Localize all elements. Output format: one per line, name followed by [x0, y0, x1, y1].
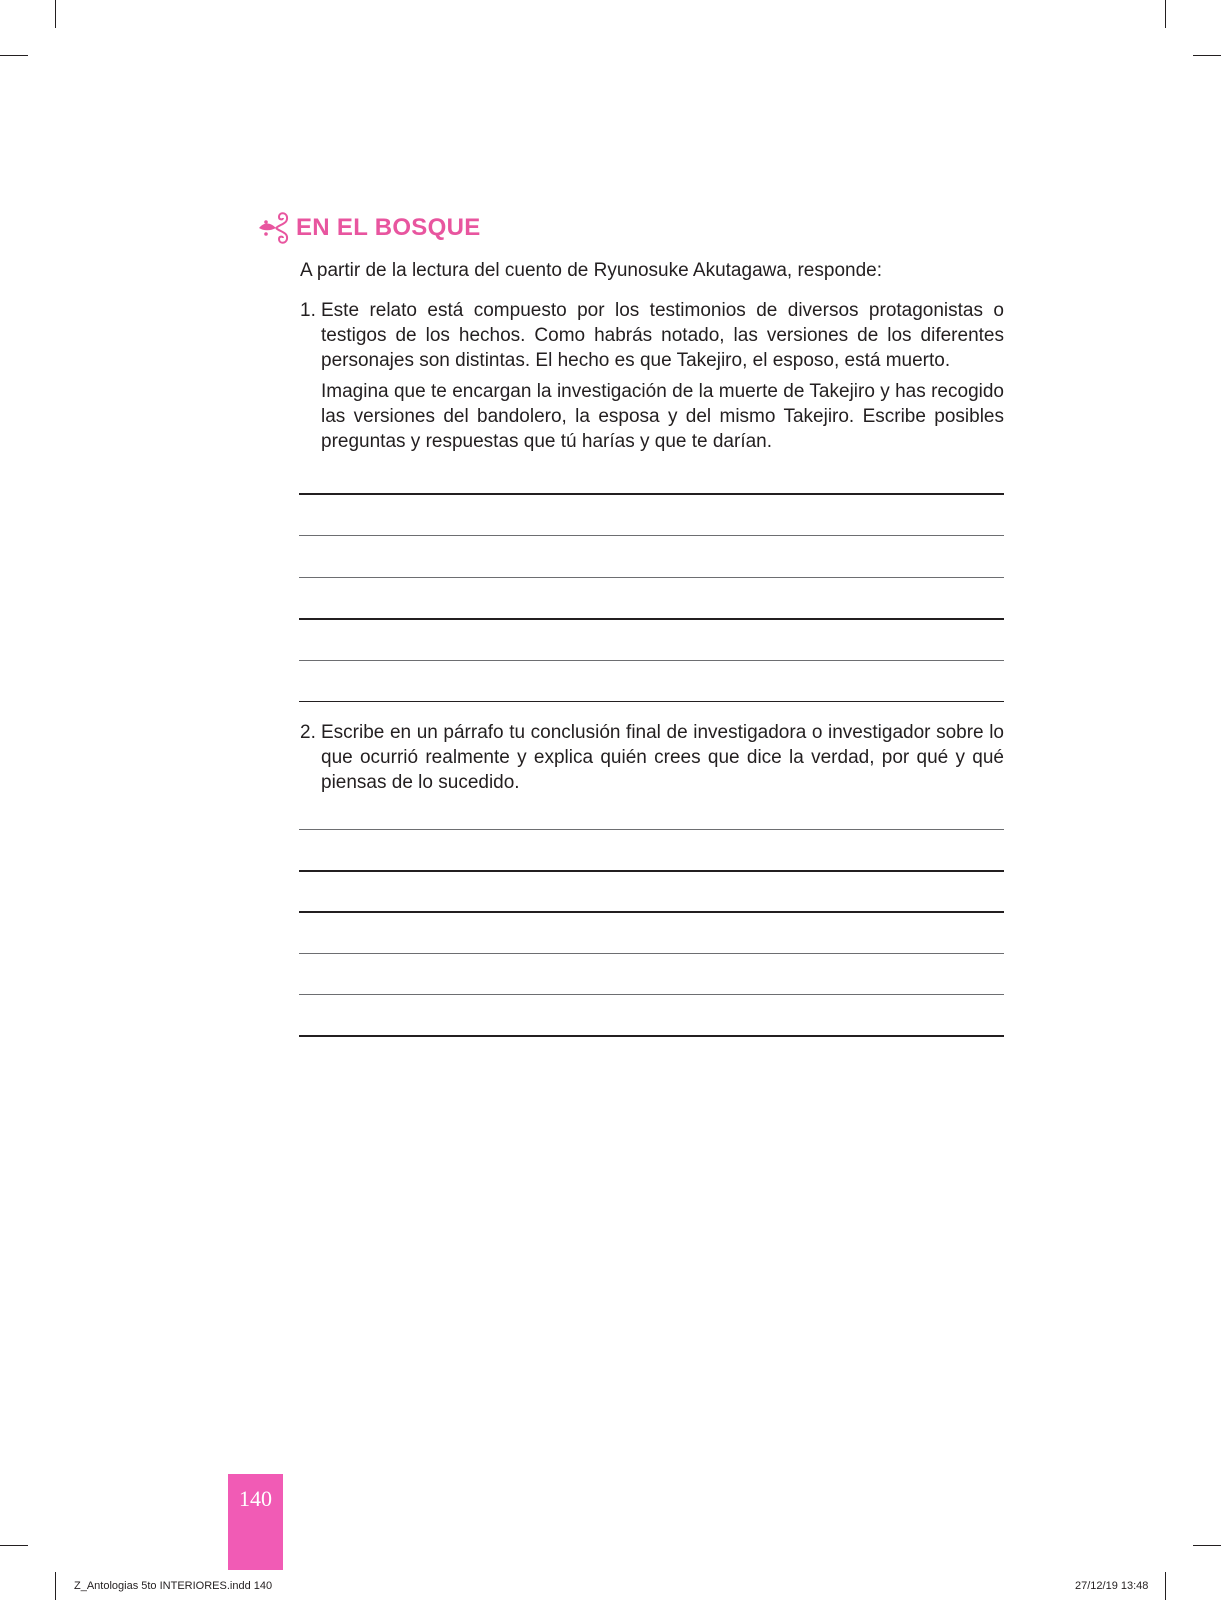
- section-header: [258, 210, 481, 246]
- crop-mark: [1193, 1545, 1221, 1546]
- answer-line[interactable]: [299, 911, 1004, 913]
- crop-mark: [0, 1545, 28, 1546]
- question-1: [300, 298, 1004, 454]
- page-number: 140: [239, 1486, 272, 1511]
- answer-line[interactable]: [299, 493, 1004, 495]
- question-number: 2.: [300, 722, 316, 743]
- instructions: A partir de la lectura del cuento de Ryunosuke Akutagawa, responde:: [300, 260, 882, 281]
- date-slug: 27/12/19 13:48: [1075, 1580, 1149, 1592]
- page-number-tab: [228, 1474, 283, 1570]
- question-2: [300, 720, 1004, 795]
- answer-line[interactable]: [299, 701, 1004, 702]
- crop-mark: [1193, 55, 1221, 56]
- answer-line[interactable]: [299, 870, 1004, 872]
- answer-line[interactable]: [299, 829, 1004, 830]
- answer-line[interactable]: [299, 535, 1004, 536]
- answer-line[interactable]: [299, 1035, 1004, 1037]
- question-number: 1.: [300, 300, 316, 321]
- answer-line[interactable]: [299, 577, 1004, 578]
- answer-line[interactable]: [299, 994, 1004, 995]
- crop-mark: [55, 0, 56, 28]
- crop-mark: [55, 1572, 56, 1600]
- crop-mark: [1165, 0, 1166, 28]
- answer-line[interactable]: [299, 953, 1004, 954]
- file-slug: Z_Antologias 5to INTERIORES.indd 140: [74, 1580, 273, 1592]
- crop-mark: [1165, 1572, 1166, 1600]
- question-paragraph: Imagina que te encargan la investigación de la muerte de Takejiro y has recogido las versiones del bandolero, la esposa y del mismo Takejiro. Escribe posibles preguntas y respuestas que tú harías y que te darían.: [321, 381, 1004, 452]
- answer-line[interactable]: [299, 618, 1004, 620]
- section-title: EN EL BOSQUE: [296, 214, 481, 241]
- question-paragraph: Escribe en un párrafo tu conclusión final de investigadora o investigador sobre lo que ocurrió realmente y explica quién crees que dice la verdad, por qué y qué piensas de lo sucedido.: [321, 722, 1004, 793]
- answer-line[interactable]: [299, 660, 1004, 661]
- question-paragraph: Este relato está compuesto por los testimonios de diversos protagonistas o testigos de los hechos. Como habrás notado, las versiones de los diferentes personajes son distintas. El hecho es que Takejiro, el esposo, está muerto.: [321, 300, 1004, 371]
- crop-mark: [0, 55, 28, 56]
- leaf-flourish-icon: [258, 210, 290, 246]
